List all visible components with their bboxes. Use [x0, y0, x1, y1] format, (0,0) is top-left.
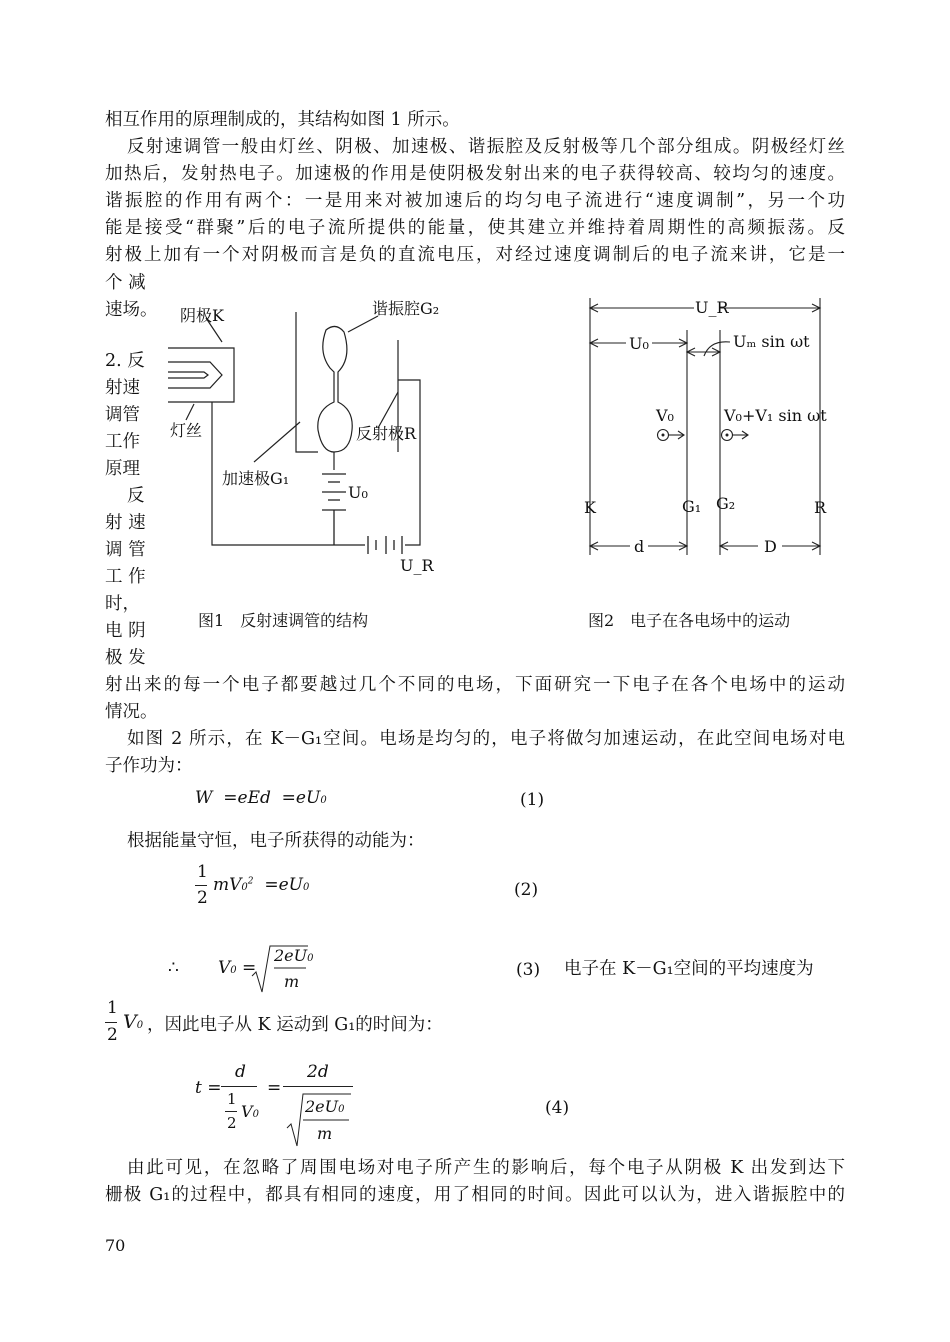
para-line: ，因此电子从 K 运动到 G₁的时间为： [147, 1015, 443, 1035]
para-line: 相互作用的原理制成的，其结构如图 1 所示。 [105, 110, 460, 130]
section-heading-line: 调管 [105, 405, 140, 425]
equation-2: 1 2 $mV0^2 =eU0$ [197, 862, 310, 908]
equation-number: (3) [516, 960, 541, 980]
fig2-label-um: Uₘ sin ωt [733, 332, 810, 351]
para-line: 子作功为： [105, 756, 193, 776]
fig2-label-u0: U₀ [629, 334, 649, 353]
fig2-label-k: K [584, 498, 596, 517]
fig2-label-r: R [814, 498, 827, 517]
section-heading-line: 2. 反 [105, 351, 145, 371]
para-line: 谐振腔的作用有两个：一是用来对被加速后的均匀电子流进行“速度调制”，另一个功 [105, 191, 845, 211]
page-number: 70 [105, 1236, 126, 1255]
equation-3: V0 = 2eU0 m [218, 946, 314, 991]
label-accelerator: 加速极G₁ [222, 469, 290, 488]
equation-1: W =eEd =eU0 [195, 788, 327, 808]
equation-number: (4) [545, 1098, 570, 1118]
fig2-label-v0: V₀ [656, 406, 674, 425]
para-line: 反射速调管一般由灯丝、阴极、加速极、谐振腔及反射极等几个部分组成。阴极经灯丝 [127, 137, 845, 157]
column-line: 调 管 [105, 540, 146, 560]
label-reflector: 反射极R [356, 424, 417, 443]
fig2-label-g2: G₂ [716, 494, 736, 513]
equation-4: t = d 1 2 V0 = 2d 2eU0 m [195, 1062, 375, 1152]
column-line: 电 阴 [105, 621, 146, 641]
column-line: 反 [127, 486, 145, 506]
column-line: 时， [105, 594, 140, 614]
para-line: 射出来的每一个电子都要越过几个不同的电场，下面研究一下电子在各个电场中的运动 [105, 675, 845, 695]
label-ur: U_R [400, 556, 434, 575]
label-filament: 灯丝 [170, 421, 203, 440]
para-line: 根据能量守恒，电子所获得的动能为： [127, 831, 425, 851]
para-line: 个 减 [105, 273, 146, 293]
column-line: 工 作 [105, 567, 146, 587]
fig2-label-v0v1: V₀+V₁ sin ωt [724, 406, 827, 425]
therefore-symbol: ∴ [168, 958, 179, 978]
column-line: 极 发 [105, 648, 146, 668]
para-line: 加热后，发射热电子。加速极的作用是使阴极发射出来的电子获得较高、较均匀的速度。 [105, 164, 845, 184]
section-heading-line: 原理 [105, 459, 140, 479]
para-line: 速场。 [105, 300, 158, 320]
fig2-label-g1: G₁ [682, 497, 702, 516]
para-line: 电子在 K－G₁空间的平均速度为 [564, 959, 814, 979]
para-line: 射极上加有一个对阴极而言是负的直流电压，对经过速度调制后的电子流来讲，它是一 [105, 245, 845, 265]
para-line: 栅极 G₁的过程中，都具有相同的速度，用了相同的时间。因此可以认为，进入谐振腔中的 [105, 1185, 845, 1205]
figure-1-caption: 图1 反射速调管的结构 [198, 611, 369, 630]
column-line: 射 速 [105, 513, 146, 533]
section-heading-line: 射速 [105, 378, 140, 398]
label-u0: U₀ [348, 483, 368, 502]
half-v0-expression: 1 2 V0 [107, 998, 144, 1045]
fig2-label-D: D [764, 537, 777, 556]
figure-2-caption: 图2 电子在各电场中的运动 [588, 611, 791, 630]
para-line: 如图 2 所示，在 K－G₁空间。电场是均匀的，电子将做匀加速运动，在此空间电场对电 [127, 729, 845, 749]
fig2-label-d: d [634, 537, 645, 556]
section-heading-line: 工作 [105, 432, 140, 452]
para-line: 情况。 [105, 702, 158, 722]
label-cathode: 阴极K [180, 306, 224, 325]
fig2-label-ur: U_R [695, 298, 729, 317]
label-cavity: 谐振腔G₂ [372, 299, 440, 318]
equation-number: (2) [514, 880, 539, 900]
para-line: 由此可见，在忽略了周围电场对电子所产生的影响后，每个电子从阴极 K 出发到达下 [127, 1158, 845, 1178]
para-line: 能是接受“群聚”后的电子流所提供的能量，使其建立并维持着周期性的高频振荡。反 [105, 218, 845, 238]
equation-number: (1) [520, 790, 545, 810]
